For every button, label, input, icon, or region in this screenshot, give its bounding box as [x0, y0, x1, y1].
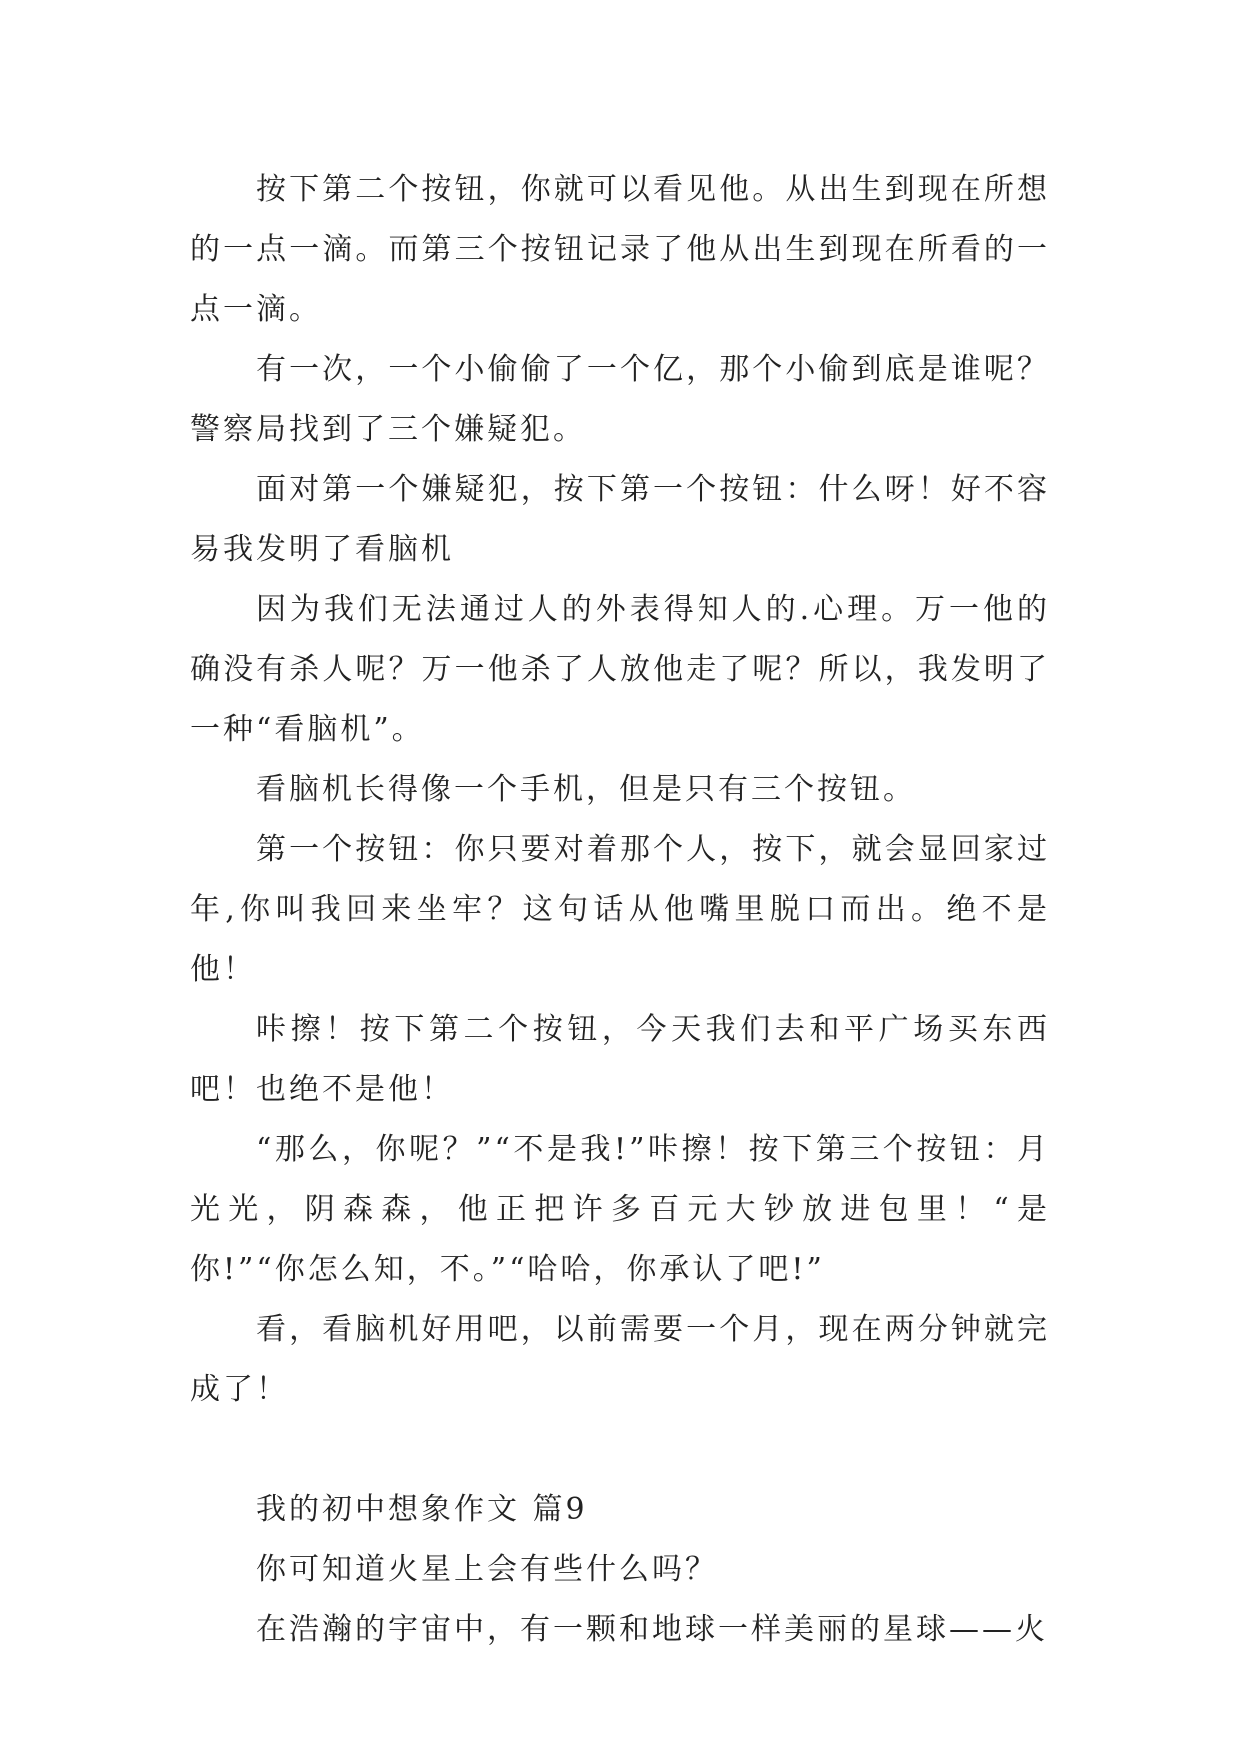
paragraph: 因为我们无法通过人的外表得知人的.心理。万一他的确没有杀人呢？万一他杀了人放他走了呢？所以，我发明了一种“看脑机”。 — [190, 592, 1050, 747]
paragraph: 咔擦！按下第二个按钮，今天我们去和平广场买东西吧！也绝不是他！ — [190, 1012, 1050, 1107]
paragraph: 看，看脑机好用吧，以前需要一个月，现在两分钟就完成了！ — [190, 1312, 1050, 1407]
paragraph: 按下第二个按钮，你就可以看见他。从出生到现在所想的一点一滴。而第三个按钮记录了他从出生到现在所看的一点一滴。 — [190, 172, 1050, 327]
paragraph: “那么，你呢？”“不是我!”咔擦！按下第三个按钮：月光光，阴森森，他正把许多百元大钞放进包里！“是你!”“你怎么知，不。”“哈哈，你承认了吧!” — [190, 1132, 1050, 1287]
paragraph: 在浩瀚的宇宙中，有一颗和地球一样美丽的星球——火 — [256, 1612, 1048, 1647]
paragraph: 看脑机长得像一个手机，但是只有三个按钮。 — [256, 772, 916, 807]
document-body — [190, 160, 1050, 1660]
paragraph: 面对第一个嫌疑犯，按下第一个按钮：什么呀！好不容易我发明了看脑机 — [190, 472, 1050, 567]
paragraph: 你可知道火星上会有些什么吗？ — [256, 1552, 718, 1587]
paragraph: 有一次，一个小偷偷了一个亿，那个小偷到底是谁呢？警察局找到了三个嫌疑犯。 — [190, 352, 1050, 447]
section-spacer — [190, 1420, 1050, 1480]
section-heading: 我的初中想象作文 篇9 — [256, 1492, 588, 1527]
paragraph: 第一个按钮：你只要对着那个人，按下，就会显回家过年,你叫我回来坐牢？这句话从他嘴里脱口而出。绝不是他！ — [190, 832, 1050, 987]
